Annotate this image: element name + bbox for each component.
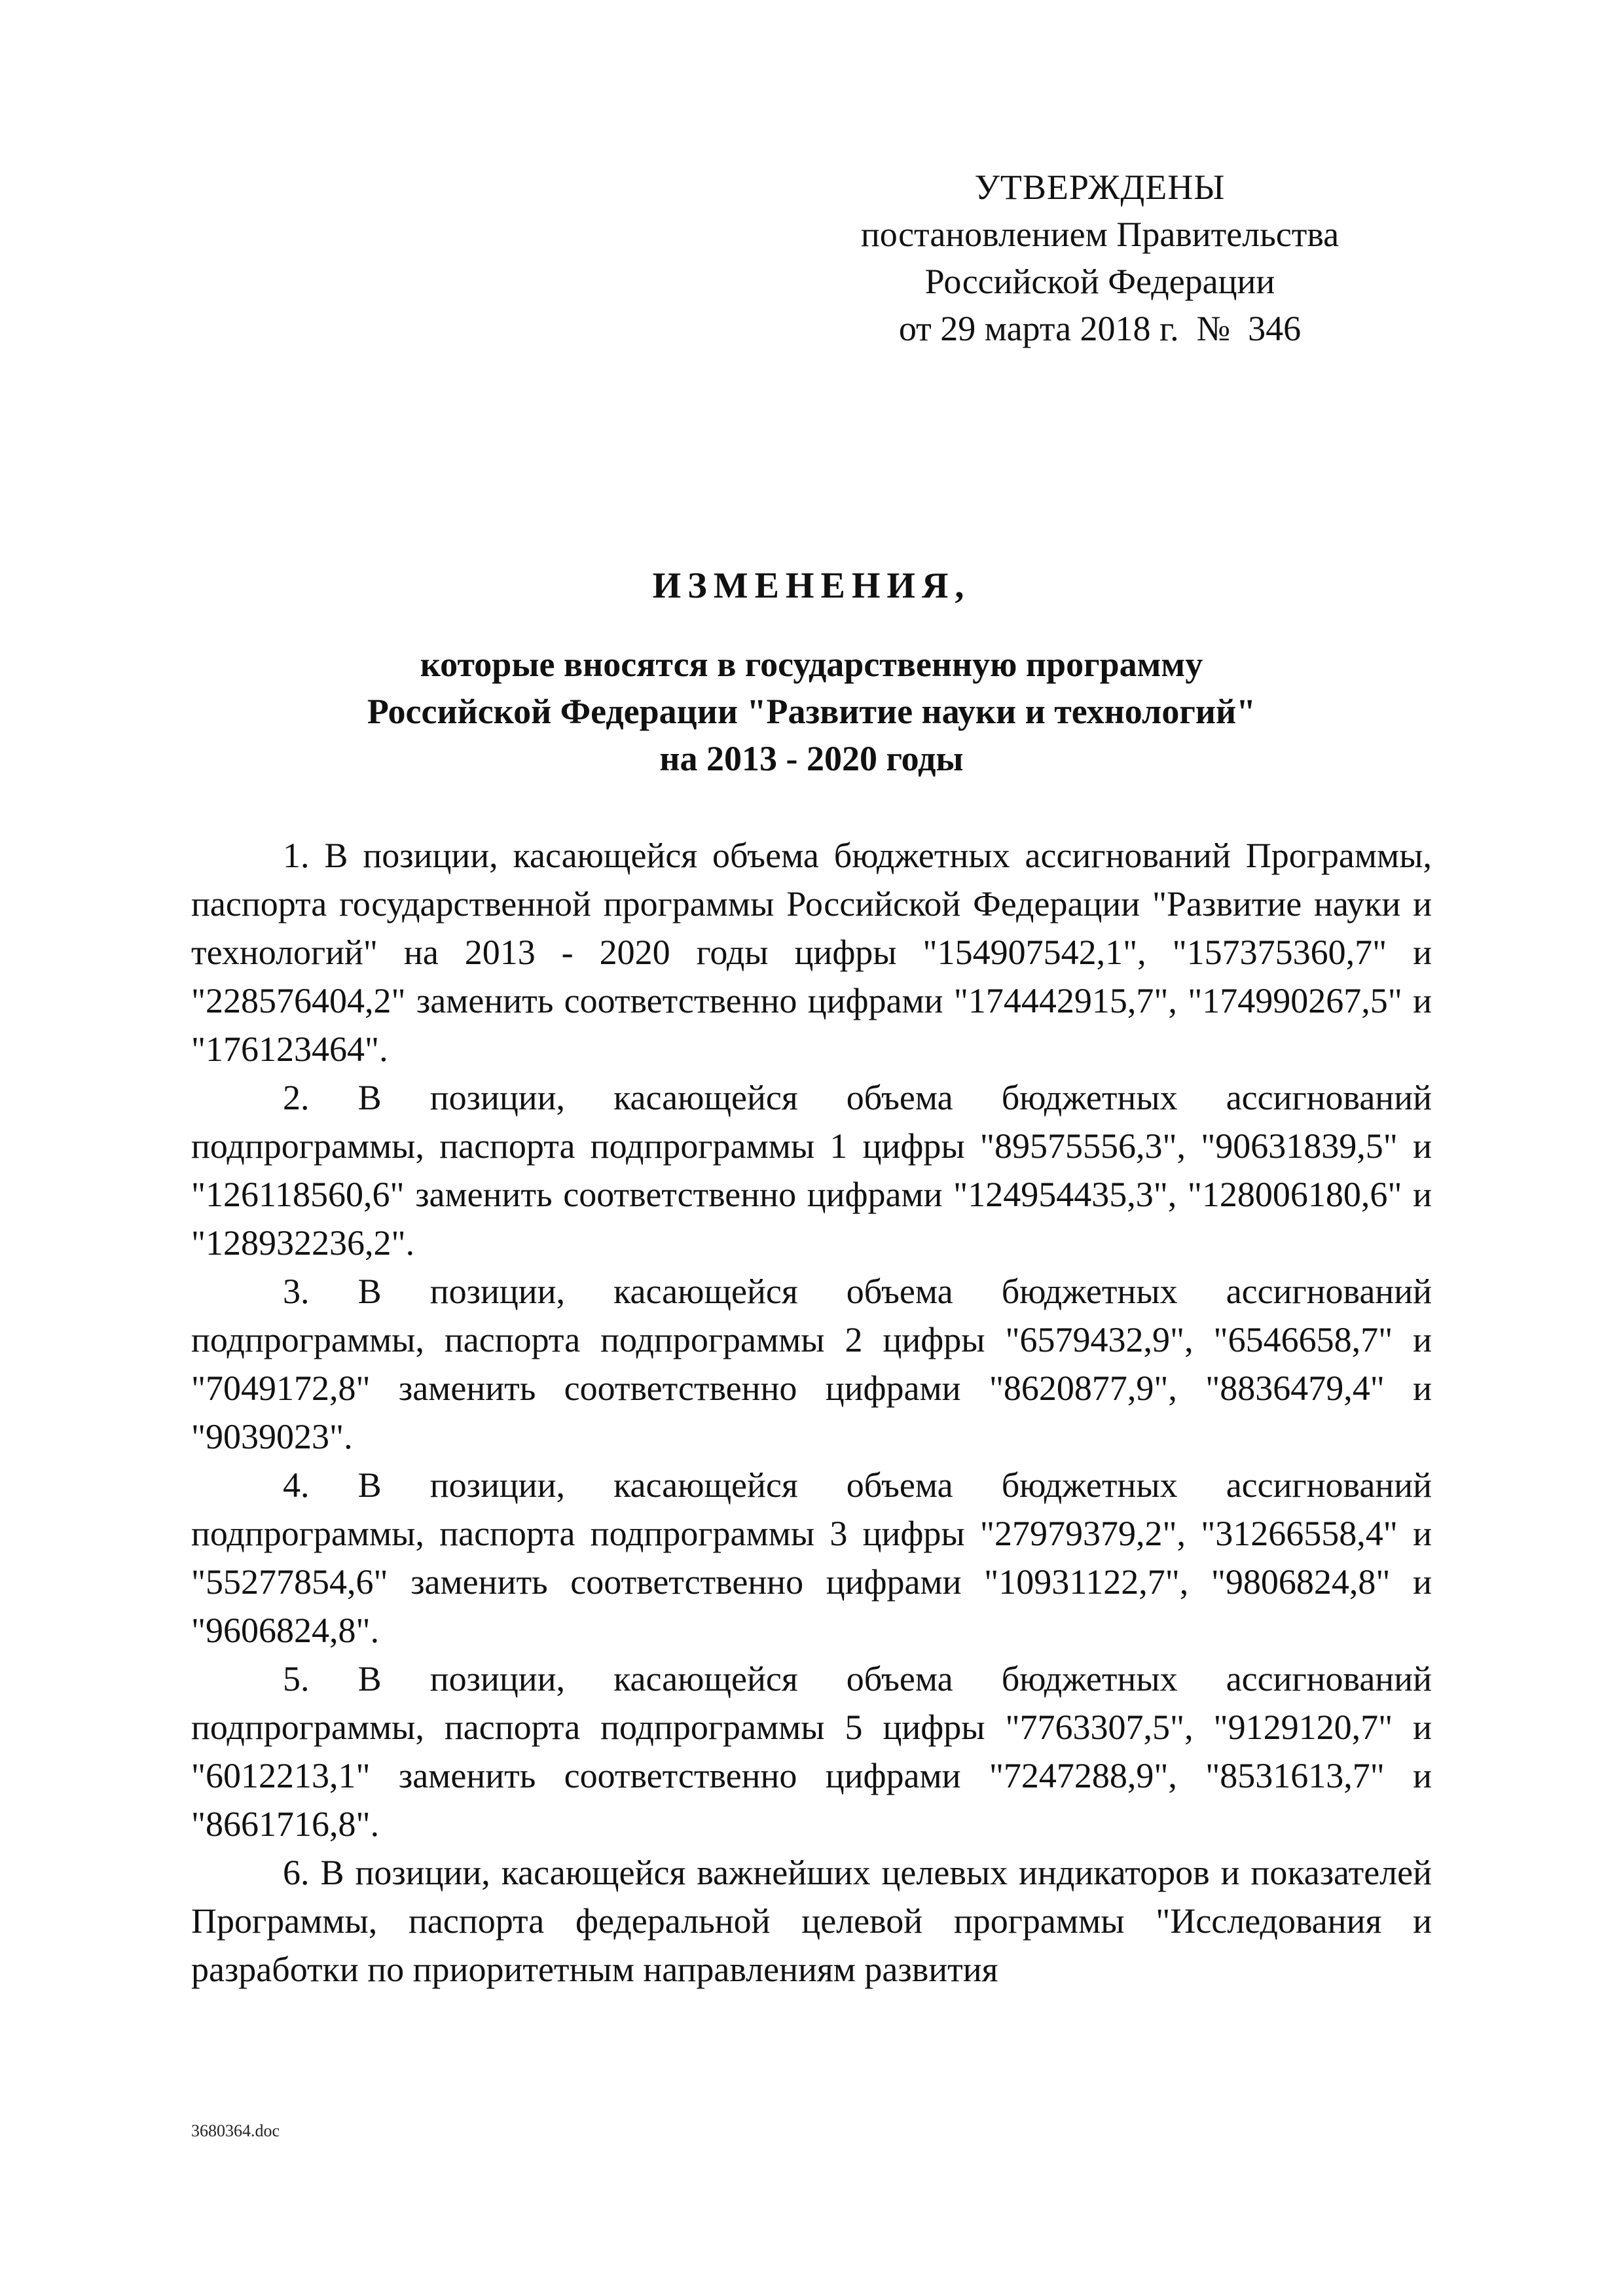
approval-heading: УТВЕРЖДЕНЫ [974,168,1226,207]
document-subtitle-line-2: Российской Федерации "Развитие науки и технологий" [367,692,1256,731]
approval-line-2: Российской Федерации [924,262,1275,301]
document-subtitle-line-1: которые вносятся в государственную программу [420,645,1203,684]
document-body [191,831,1432,1994]
paragraph-4: 4. В позиции, касающейся объема бюджетных ассигнований подпрограммы, паспорта подпрограммы 3 цифры "27979379,2", "31266558,4" и "55277854,6" заменить соответственно цифрами "10931122,7", "9806824,8" и "9606824,8". [191,1465,1432,1650]
footer-file-name: 3680364.doc [191,2121,280,2140]
approval-stamp [851,164,1349,352]
document-title-block [0,560,1623,782]
approval-date-line: от 29 марта 2018 г. № 346 [898,309,1302,348]
paragraph-1: 1. В позиции, касающейся объема бюджетных ассигнований Программы, паспорта государственной программы Российской Федерации "Развитие науки и технологий" на 2013 - 2020 годы цифры "154907542,1", "157375360,7" и "228576404,2" заменить соответственно цифрами "174442915,7", "174990267,5" и "176123464". [191,836,1432,1069]
document-subtitle-line-3: на 2013 - 2020 годы [659,739,964,778]
document-title: ИЗМЕНЕНИЯ, [652,565,971,606]
approval-line-1: постановлением Правительства [860,215,1340,254]
paragraph-6: 6. В позиции, касающейся важнейших целевых индикаторов и показателей Программы, паспорта федеральной целевой программы "Исследования и разработки по приоритетным направлениям развития [191,1853,1432,1989]
paragraph-3: 3. В позиции, касающейся объема бюджетных ассигнований подпрограммы, паспорта подпрограммы 2 цифры "6579432,9", "6546658,7" и "7049172,8" заменить соответственно цифрами "8620877,9", "8836479,4" и "9039023". [191,1272,1432,1456]
paragraph-5: 5. В позиции, касающейся объема бюджетных ассигнований подпрограммы, паспорта подпрограммы 5 цифры "7763307,5", "9129120,7" и "6012213,1" заменить соответственно цифрами "7247288,9", "8531613,7" и "8661716,8". [191,1659,1432,1844]
paragraph-2: 2. В позиции, касающейся объема бюджетных ассигнований подпрограммы, паспорта подпрограммы 1 цифры "89575556,3", "90631839,5" и "126118560,6" заменить соответственно цифрами "124954435,3", "128006180,6" и "128932236,2". [191,1078,1432,1263]
